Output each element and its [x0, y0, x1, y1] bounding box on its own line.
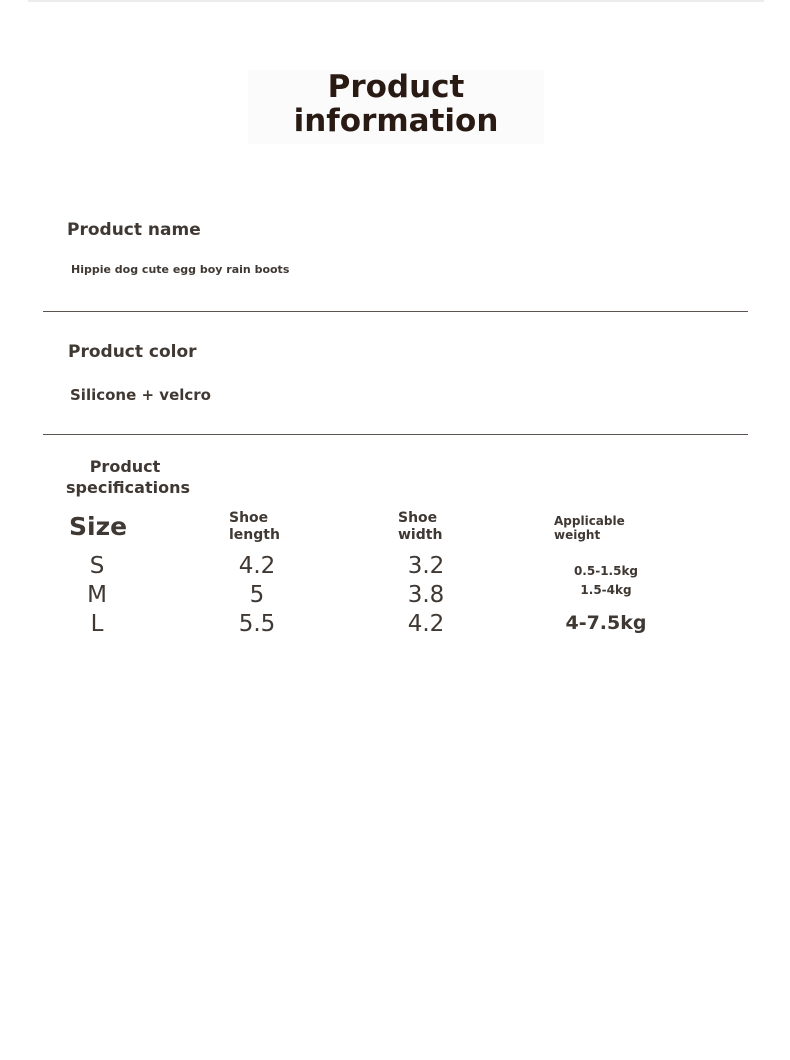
spec-label-line-1: Product	[89, 457, 161, 476]
length-cell-l: 5.5	[238, 611, 276, 637]
length-cell-m: 5	[249, 582, 265, 608]
width-cell-m: 3.8	[407, 582, 445, 608]
width-cell-l: 4.2	[407, 611, 445, 637]
shoe-width-header-line-2: width	[398, 527, 443, 543]
shoe-width-header-line-1: Shoe	[398, 510, 438, 526]
product-name-value: Hippie dog cute egg boy rain boots	[71, 263, 290, 276]
product-color-label: Product color	[68, 342, 197, 362]
size-cell-l: L	[90, 611, 104, 637]
applicable-weight-header	[554, 514, 625, 542]
length-cell-s: 4.2	[238, 553, 276, 579]
shoe-length-header-line-1: Shoe	[229, 510, 269, 526]
product-color-value: Silicone + velcro	[70, 386, 211, 404]
weight-cell-s: 0.5-1.5kg	[573, 564, 639, 578]
spec-label-line-2: specifications	[66, 478, 190, 497]
shoe-length-header-line-2: length	[229, 527, 280, 543]
product-name-label: Product name	[67, 220, 201, 240]
size-header: Size	[69, 512, 128, 541]
size-cell-m: M	[87, 582, 107, 608]
width-cell-s: 3.2	[407, 553, 445, 579]
section-divider-1	[43, 311, 748, 312]
size-cell-s: S	[89, 553, 105, 579]
applicable-weight-header-line-2: weight	[554, 528, 601, 542]
weight-cell-m: 1.5-4kg	[580, 583, 632, 597]
applicable-weight-header-line-1: Applicable	[554, 514, 625, 528]
weight-cell-l: 4-7.5kg	[565, 612, 647, 634]
product-specifications-label	[66, 456, 190, 498]
page-title	[248, 70, 544, 138]
shoe-width-header	[398, 510, 442, 544]
page-title-line-1: Product	[327, 69, 465, 105]
top-divider	[28, 0, 764, 2]
section-divider-2	[43, 434, 748, 435]
page-title-line-2: information	[293, 103, 499, 139]
shoe-length-header	[229, 510, 280, 544]
